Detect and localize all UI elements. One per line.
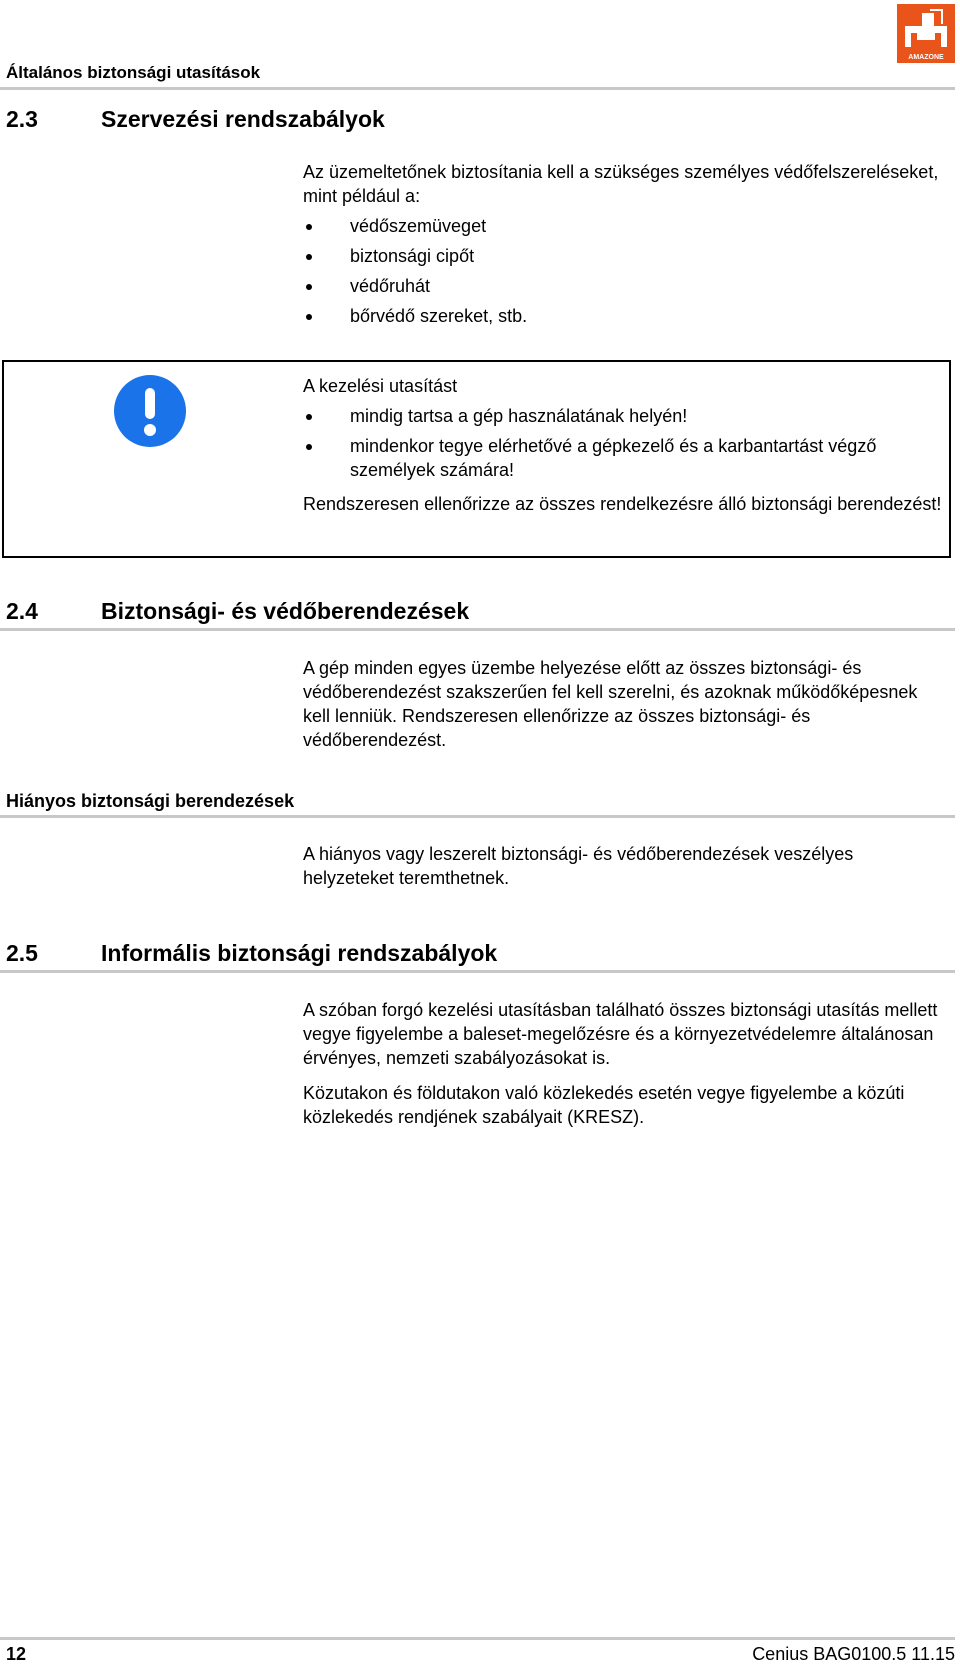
section-divider — [0, 970, 955, 973]
section-paragraph: A szóban forgó kezelési utasításban található összes biztonsági utasítás mellett vegye figyelembe a baleset-megelőzésre és a környezetvédelemre általánosan érvényes, nemzeti szabályozásokat is. — [303, 1000, 938, 1068]
section-heading-2-3 — [6, 106, 385, 133]
intro-paragraph: Az üzemeltetőnek biztosítania kell a szükséges személyes védőfelszereléseket, mint például a: — [303, 162, 939, 206]
page-number: 12 — [6, 1644, 27, 1664]
list-item: biztonsági cipőt — [303, 244, 943, 268]
list-item: mindenkor tegye elérhetővé a gépkezelő és a karbantartást végző személyek számára! — [303, 434, 943, 482]
section-heading-2-5 — [6, 940, 497, 967]
list-item: mindig tartsa a gép használatának helyén! — [303, 404, 943, 428]
section-title: Biztonsági- és védőberendezések — [101, 598, 470, 624]
list-item: védőruhát — [303, 274, 943, 298]
note-list — [303, 404, 943, 482]
note-closing: Rendszeresen ellenőrizze az összes rendelkezésre álló biztonsági berendezést! — [303, 494, 942, 514]
document-id: Cenius BAG0100.5 11.15 — [752, 1644, 955, 1664]
subsection-divider — [0, 815, 955, 818]
list-item: bőrvédő szereket, stb. — [303, 304, 943, 328]
subsection-paragraph: A hiányos vagy leszerelt biztonsági- és védőberendezések veszélyes helyzeteket teremthetnek. — [303, 844, 854, 888]
section-paragraph: A gép minden egyes üzembe helyezése előtt az összes biztonsági- és védőberendezést szakszerűen fel kell szerelni, és azoknak működőképesnek kell lenniük. Rendszeresen ellenőrizze az összes biztonsági- és védőberendezést. — [303, 658, 918, 750]
section-number: 2.5 — [6, 940, 38, 966]
subsection-heading: Hiányos biztonsági berendezések — [6, 791, 295, 811]
section-2-3-body — [303, 160, 943, 328]
running-header: Általános biztonsági utasítások — [6, 63, 261, 82]
section-2-4-body — [303, 656, 943, 752]
ppe-list — [303, 214, 943, 328]
list-item: védőszemüveget — [303, 214, 943, 238]
section-number: 2.3 — [6, 106, 38, 132]
section-number: 2.4 — [6, 598, 38, 624]
amazone-logo — [897, 4, 955, 63]
section-divider — [0, 628, 955, 631]
footer-divider — [0, 1637, 955, 1640]
section-paragraph: Közutakon és földutakon való közlekedés esetén vegye figyelembe a közúti közlekedés rendjének szabályait (KRESZ). — [303, 1083, 905, 1127]
section-2-5-body — [303, 998, 943, 1129]
header-divider — [0, 87, 955, 90]
subsection-body — [303, 842, 943, 890]
note-lead: A kezelési utasítást — [303, 376, 458, 396]
section-title: Szervezési rendszabályok — [101, 106, 385, 132]
section-heading-2-4 — [6, 598, 469, 625]
exclamation-icon — [114, 375, 186, 447]
logo-text: AMAZONE — [908, 54, 944, 61]
note-body — [303, 374, 943, 516]
section-title: Informális biztonsági rendszabályok — [101, 940, 498, 966]
